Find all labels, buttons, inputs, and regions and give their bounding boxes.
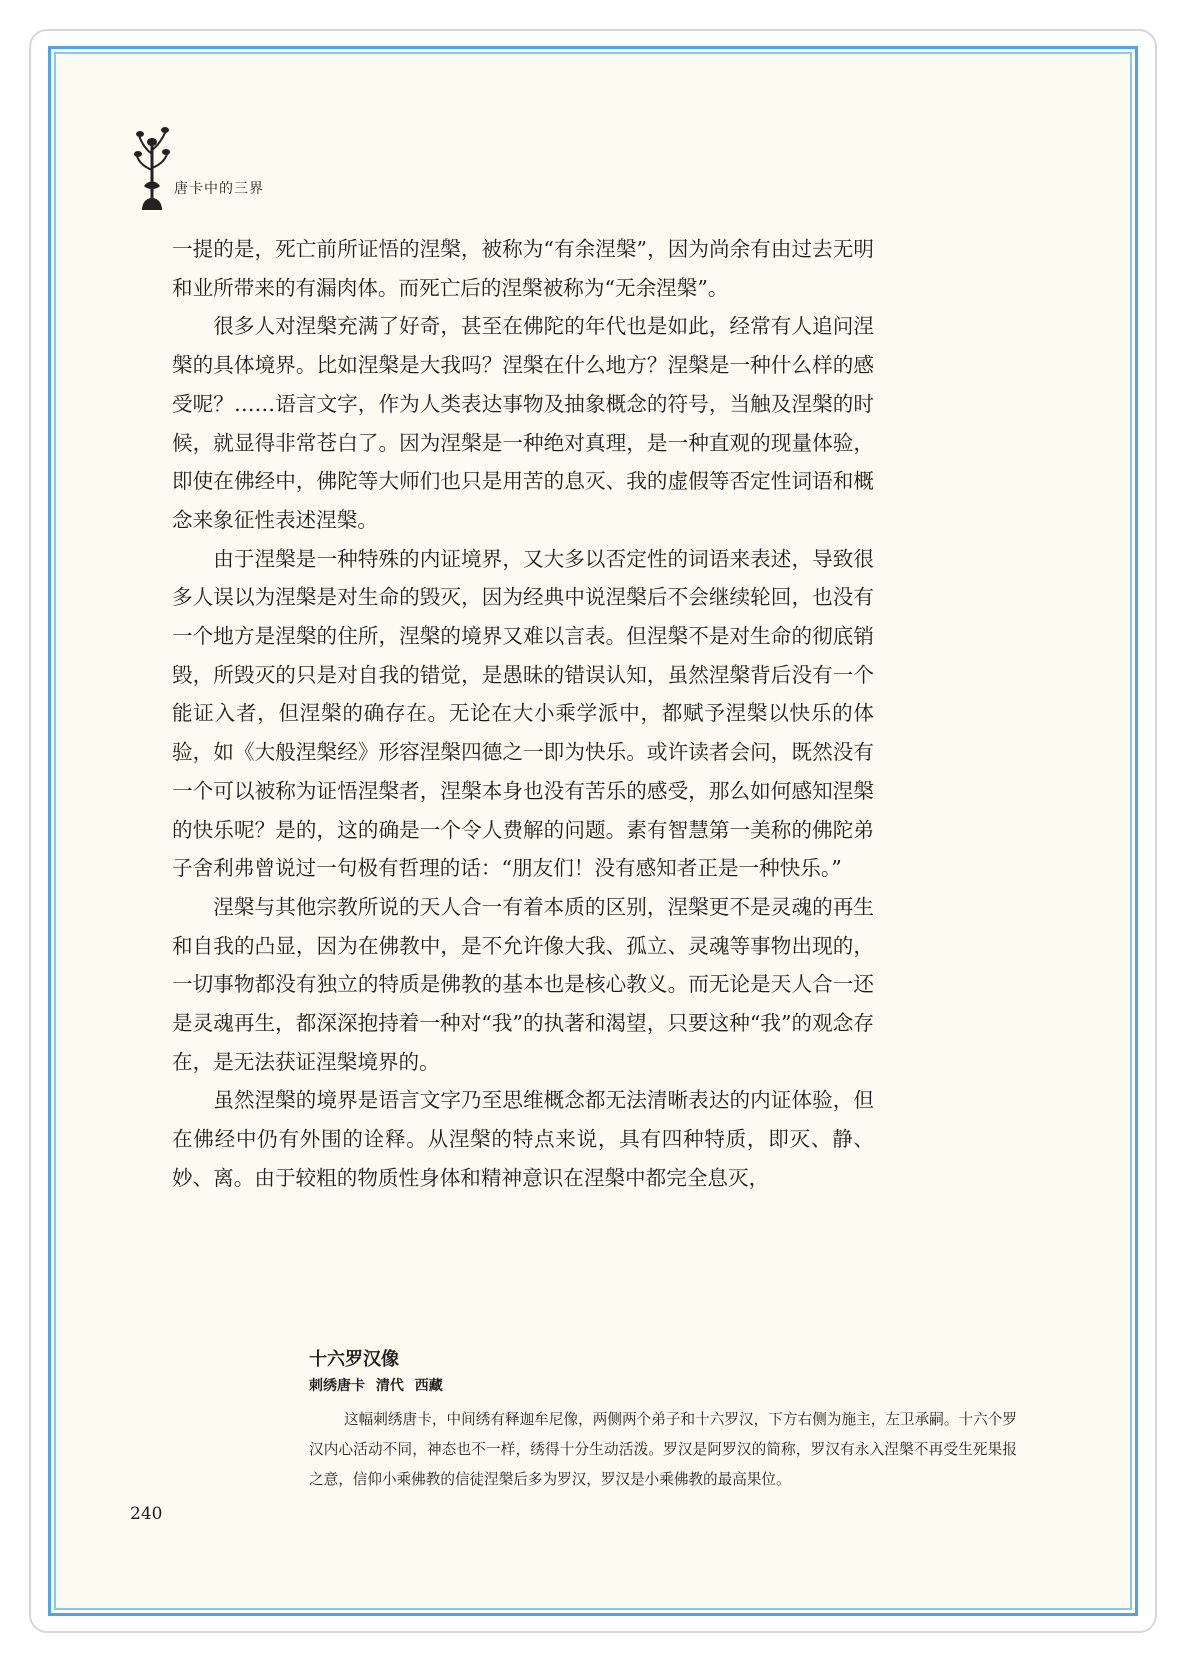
paragraph-2: 很多人对涅槃充满了好奇，甚至在佛陀的年代也是如此，经常有人追问涅槃的具体境界。比如涅槃是大我吗？涅槃在什么地方？涅槃是一种什么样的感受呢？……语言文字，作为人类表达事物及抽象概念的符号，当触及涅槃的时候，就显得非常苍白了。因为涅槃是一种绝对真理，是一种直观的现量体验，即使在佛经中，佛陀等大师们也只是用苦的息灭、我的虚假等否定性词语和概念来象征性表述涅槃。 — [172, 314, 874, 532]
caption-title: 十六罗汉像 — [309, 1349, 399, 1370]
paragraph-4: 涅槃与其他宗教所说的天人合一有着本质的区别，涅槃更不是灵魂的再生和自我的凸显，因为在佛教中，是不允许像大我、孤立、灵魂等事物出现的，一切事物都没有独立的特质是佛教的基本也是核心教义。而无论是天人合一还是灵魂再生，都深深抱持着一种对“我”的执著和渴望，只要这种“我”的观念存在，是无法获证涅槃境界的。 — [172, 894, 874, 1074]
image-caption — [309, 1347, 1017, 1495]
running-head: 唐卡中的三界 — [174, 181, 264, 197]
page-border — [48, 46, 1138, 1616]
body-text — [172, 230, 874, 1198]
paragraph-1: 一提的是，死亡前所证悟的涅槃，被称为“有余涅槃”，因为尚余有由过去无明和业所带来的有漏肉体。而死亡后的涅槃被称为“无余涅槃”。 — [172, 237, 874, 300]
paragraph-5: 虽然涅槃的境界是语言文字乃至思维概念都无法清晰表达的内证体验，但在佛经中仍有外围的诠释。从涅槃的特点来说，具有四种特质，即灭、静、妙、离。由于较粗的物质性身体和精神意识在涅槃中都完全息灭， — [172, 1088, 874, 1190]
page-area — [54, 52, 1132, 1610]
paragraph-3: 由于涅槃是一种特殊的内证境界，又大多以否定性的词语来表述，导致很多人误以为涅槃是对生命的毁灭，因为经典中说涅槃后不会继续轮回，也没有一个地方是涅槃的住所，涅槃的境界又难以言表。但涅槃不是对生命的彻底销毁，所毁灭的只是对自我的错觉，是愚昧的错误认知，虽然涅槃背后没有一个能证入者，但涅槃的确存在。无论在大小乘学派中，都赋予涅槃以快乐的体验，如《大般涅槃经》形容涅槃四德之一即为快乐。或许读者会问，既然没有一个可以被称为证悟涅槃者，涅槃本身也没有苦乐的感受，那么如何感知涅槃的快乐呢？是的，这的确是一个令人费解的问题。素有智慧第一美称的佛陀弟子舍利弗曾说过一句极有哲理的话：“朋友们！没有感知者正是一种快乐。” — [172, 546, 874, 881]
page-header — [134, 122, 264, 212]
caption-subtitle: 刺绣唐卡 清代 西藏 — [309, 1378, 443, 1394]
flower-branch-ornament-icon — [134, 124, 170, 212]
caption-description: 这幅刺绣唐卡，中间绣有释迦牟尼像，两侧两个弟子和十六罗汉，下方右侧为施主，左卫承嗣。十六个罗汉内心活动不同，神态也不一样，绣得十分生动活泼。罗汉是阿罗汉的简称，罗汉有永入涅槃不再受生死果报之意，信仰小乘佛教的信徒涅槃后多为罗汉，罗汉是小乘佛教的最高果位。 — [309, 1411, 1017, 1488]
page-number: 240 — [130, 1504, 163, 1524]
